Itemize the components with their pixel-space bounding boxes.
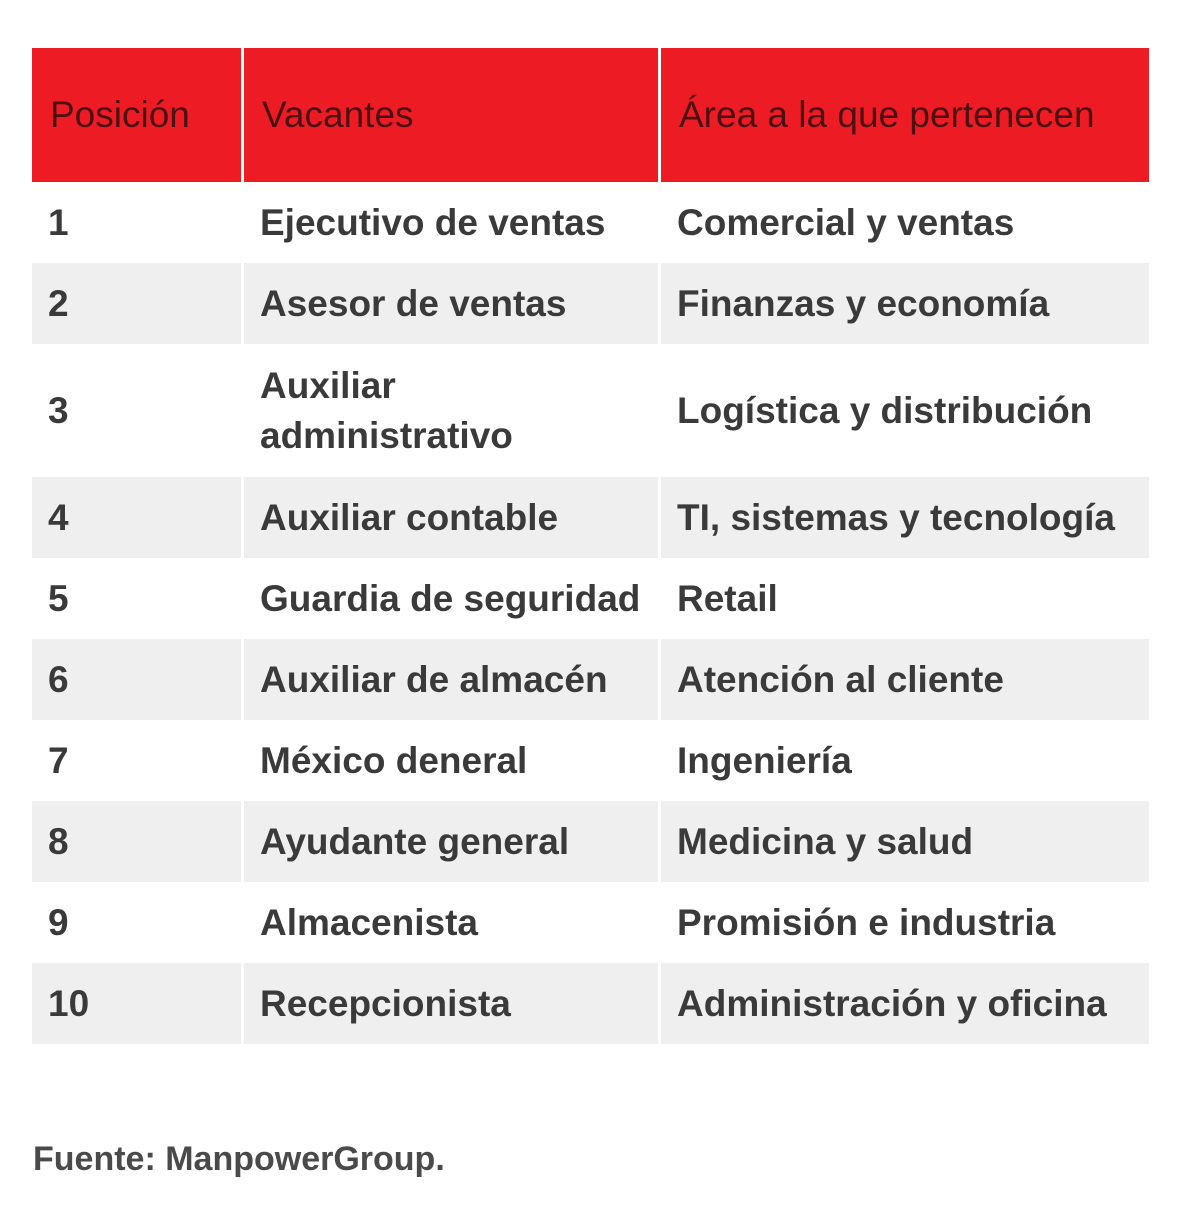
cell-vacante: Asesor de ventas (244, 263, 661, 344)
table-row (32, 963, 1149, 1044)
header-posicion: Posición (32, 48, 244, 182)
table-row (32, 477, 1149, 558)
cell-vacante: Guardia de seguridad (244, 558, 661, 639)
vacancies-table (32, 48, 1149, 1044)
cell-area: Comercial y ventas (677, 201, 1015, 243)
table-row (32, 263, 1149, 344)
cell-posicion: 2 (32, 263, 244, 344)
cell-vacante: México deneral (244, 720, 661, 801)
cell-posicion: 10 (32, 963, 244, 1044)
cell-area: Logística y distribución (677, 389, 1093, 431)
cell-area: Atención al cliente (661, 639, 1149, 720)
source-note: Fuente: ManpowerGroup. (33, 1140, 445, 1178)
header-vacantes: Vacantes (244, 48, 661, 182)
cell-vacante: Auxiliar administrativo (244, 344, 661, 477)
cell-vacante: Ejecutivo de ventas (244, 182, 661, 263)
cell-posicion: 6 (32, 639, 244, 720)
header-area: Área a la que pertenecen (661, 48, 1149, 182)
cell-posicion: 4 (32, 477, 244, 558)
cell-posicion: 3 (32, 344, 244, 477)
cell-posicion: 9 (32, 882, 244, 963)
cell-area: Finanzas y economía (661, 263, 1149, 344)
cell-area: Promisión e industria (677, 901, 1056, 943)
cell-area: Retail (677, 577, 778, 619)
table-row (32, 882, 1149, 963)
table-header-row (32, 48, 1149, 182)
table-row (32, 801, 1149, 882)
cell-vacante: Recepcionista (244, 963, 661, 1044)
cell-area: TI, sistemas y tecnología (661, 477, 1149, 558)
cell-posicion: 5 (32, 558, 244, 639)
cell-area: Administración y oficina (661, 963, 1149, 1044)
cell-vacante: Almacenista (244, 882, 661, 963)
vacancies-table-container (32, 48, 1149, 1044)
table-row (32, 182, 1149, 263)
cell-vacante: Ayudante general (244, 801, 661, 882)
cell-posicion: 8 (32, 801, 244, 882)
cell-vacante: Auxiliar contable (244, 477, 661, 558)
table-row (32, 639, 1149, 720)
table-row (32, 344, 1149, 477)
cell-area: Medicina y salud (661, 801, 1149, 882)
cell-posicion: 7 (32, 720, 244, 801)
cell-area: Ingeniería (677, 739, 852, 781)
table-row (32, 558, 1149, 639)
cell-posicion: 1 (32, 182, 244, 263)
table-row (32, 720, 1149, 801)
cell-vacante: Auxiliar de almacén (244, 639, 661, 720)
